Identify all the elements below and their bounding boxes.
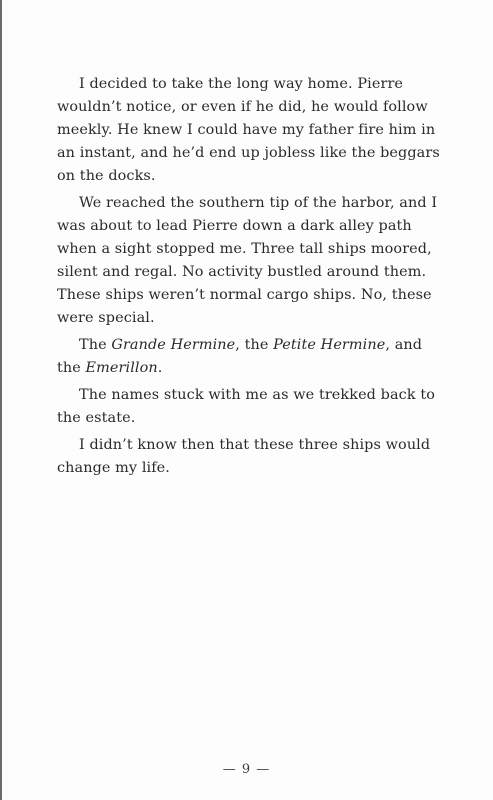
page-number: — 9 — xyxy=(222,762,271,777)
paragraph-1-text: I decided to take the long way home. Pierre wouldn’t notice, or even if he did, he would follow meekly. He knew I could have my father fire him in an instant, and he’d end up jobless like the beggars on the docks. xyxy=(57,76,440,184)
paragraph-5 xyxy=(57,434,447,480)
paragraph-1 xyxy=(57,73,447,188)
ship-name-petite-hermine: Petite Hermine xyxy=(273,337,386,353)
ship-name-emerillon: Emerillon xyxy=(85,360,158,376)
body-text xyxy=(57,73,447,484)
ship-name-grande-hermine: Grande Hermine xyxy=(111,337,236,353)
paragraph-3-text-a: The xyxy=(79,337,112,353)
paragraph-4-text: The names stuck with me as we trekked back to the estate. xyxy=(57,387,435,426)
paragraph-4 xyxy=(57,384,447,430)
paragraph-3-text-d: . xyxy=(157,360,163,376)
paragraph-2-text: We reached the southern tip of the harbor, and I was about to lead Pierre down a dark alley path when a sight stopped me. Three tall ships moored, silent and regal. No activity bustled around them. These ships weren’t normal cargo ships. No, these were special. xyxy=(57,195,438,326)
paragraph-3-text-c: , and the xyxy=(57,337,423,376)
paragraph-3 xyxy=(57,334,447,380)
page-edge-line xyxy=(0,0,2,800)
paragraph-5-text: I didn’t know then that these three ships would change my life. xyxy=(57,437,431,476)
paragraph-3-text-b: , the xyxy=(235,337,274,353)
paragraph-2 xyxy=(57,192,447,330)
